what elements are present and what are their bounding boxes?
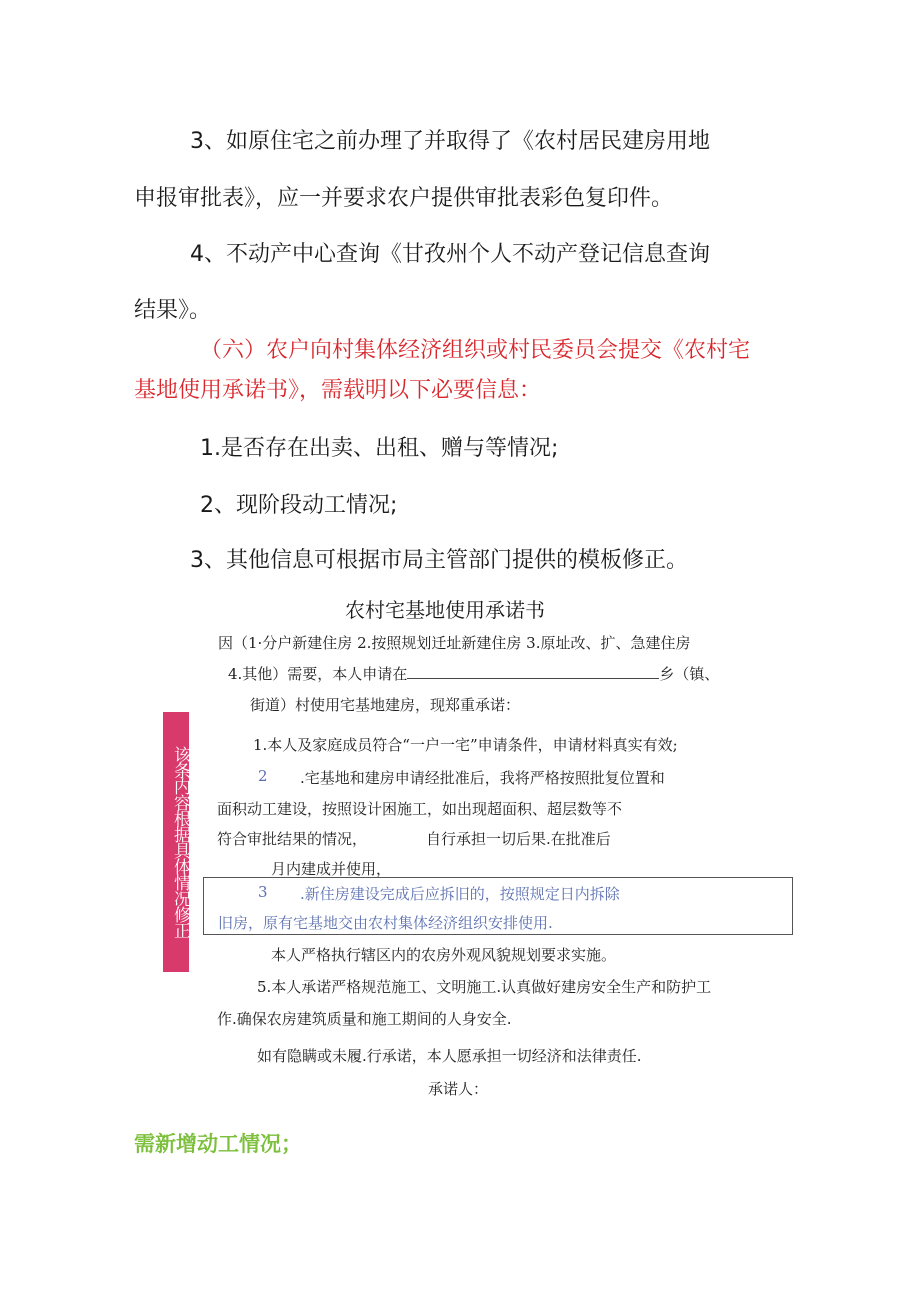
footer-note: 需新增动工情况； — [134, 1132, 302, 1156]
item-2: 2、现阶段动工情况; — [200, 493, 398, 518]
form-intro-line2-a: 4.其他）需要，本人申请在 — [228, 665, 408, 683]
form-title: 农村宅基地使用承诺书 — [345, 598, 545, 622]
form-intro-line3: 街道）村使用宅基地建房，现郑重承诺： — [250, 696, 521, 714]
commitment-2-number: 2 — [258, 767, 268, 785]
commitment-4: 本人严格执行辖区内的农房外观风貌规划要求实施。 — [271, 946, 617, 964]
form-intro-line1: 因（1·分户新建住房 2.按照规划迁址新建住房 3.原址改、扩、急建住房 — [218, 634, 691, 652]
commitment-3-line2: 旧房，原有宅基地交由农村集体经济组织安排使用. — [218, 914, 553, 932]
commitment-1: 1.本人及家庭成员符合“一户一宅”申请条件，申请材料真实有效; — [253, 736, 678, 754]
commitment-2-line4: 月内建成并使用， — [271, 860, 392, 878]
side-note-tag: 该条内容根据具体情况修正 — [163, 712, 189, 972]
township-blank — [407, 664, 659, 679]
commitment-5-line2: 作.确保农房建筑质量和施工期间的人身安全. — [217, 1010, 512, 1028]
para-4-line2: 结果》。 — [134, 298, 212, 323]
commitment-2-line1: .宅基地和建房申请经批准后，我将严格按照批复位置和 — [300, 769, 665, 787]
commitment-3-line1: .新住房建设完成后应拆旧的，按照规定日内拆除 — [300, 885, 620, 903]
para-3-line2: 申报审批表》，应一并要求农户提供审批表彩色复印件。 — [134, 186, 674, 211]
closing-statement: 如有隐瞒或未履.行承诺，本人愿承担一切经济和法律责任. — [257, 1047, 642, 1065]
commitment-2-line2: 面积动工建设，按照设计困施工，如出现超面积、超层数等不 — [217, 800, 623, 818]
item-1: 1.是否存在出卖、出租、赠与等情况; — [200, 436, 559, 461]
commitment-2-line3b: 自行承担一切后果.在批准后 — [426, 830, 611, 848]
section-six-line2: 基地使用承诺书》，需载明以下必要信息： — [134, 378, 542, 403]
commitment-3-number: 3 — [258, 883, 268, 901]
form-intro-line2-b: 乡（镇、 — [659, 665, 720, 683]
commitment-5-line1: 5.本人承诺严格规范施工、文明施工.认真做好建房安全生产和防护工 — [257, 978, 712, 996]
signer-label: 承诺人： — [428, 1080, 489, 1098]
section-six-line1: （六）农户向村集体经济组织或村民委员会提交《农村宅 — [200, 338, 751, 363]
commitment-2-line3a: 符合审批结果的情况， — [217, 830, 368, 848]
form-intro-line2 — [228, 663, 719, 684]
para-4-line1: 4、不动产中心查询《甘孜州个人不动产登记信息查询 — [190, 242, 710, 267]
para-3-line1: 3、如原住宅之前办理了并取得了《农村居民建房用地 — [190, 129, 710, 154]
item-3: 3、其他信息可根据市局主管部门提供的模板修正。 — [190, 548, 688, 573]
